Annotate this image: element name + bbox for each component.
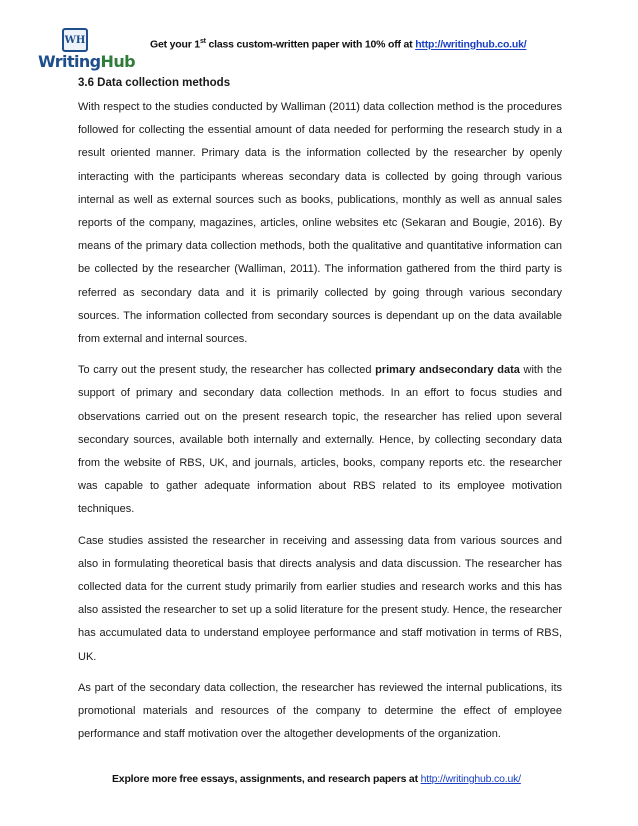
promo-superscript: st: [199, 38, 206, 45]
footer-text: Explore more free essays, assignments, and research papers at: [112, 773, 421, 785]
promo-text-pre: Get your 1: [150, 38, 200, 51]
logo-monogram: WH: [64, 34, 86, 46]
paragraph-2-post: with the support of primary and secondary data collection methods. In an effort to focus studies and observations carried out on the present research topic, the researcher has relied upon several secondary sources, available both internally and externally. Hence, by collecting secondary data from the website of RBS, UK, and journals, articles, books, company reports etc. the researcher was capable to gather adequate information about RBS related to its employee motivation techniques.: [78, 364, 562, 516]
header-link[interactable]: http://writinghub.co.uk/: [415, 38, 527, 51]
logo-badge-icon: [62, 28, 88, 52]
paragraph-2-pre: To carry out the present study, the researcher has collected: [78, 364, 376, 377]
header-promo: [150, 38, 526, 51]
section-heading: 3.6 Data collection methods: [78, 77, 231, 89]
logo-word-hub: Hub: [100, 52, 135, 71]
writinghub-logo: [38, 28, 135, 74]
paragraph-3: Case studies assisted the researcher in receiving and assessing data from various sources and also in formulating theoretical basis that directs analysis and data discussion. The researcher has collected data for the current study primarily from earlier studies and research works and this has also assisted the researcher to set up a solid literature for the present study. Hence, the researcher has accumulated data to understand employee performance and staff motivation in terms of RBS, UK.: [78, 534, 562, 663]
logo-word-main: Writing: [38, 52, 101, 71]
paragraph-4: As part of the secondary data collection, the researcher has reviewed the internal publications, its promotional materials and resources of the company to determine the effect of employee performance and staff motivation over the altogether developments of the organization.: [78, 681, 562, 741]
document-body: [78, 76, 562, 754]
paragraph-2-bold: primary andsecondary data: [375, 364, 520, 377]
paragraph-1: With respect to the studies conducted by Walliman (2011) data collection method is the procedures followed for collecting the essential amount of data needed for performing the research study in a result oriented manner. Primary data is the information collected by the researcher by openly interacting with the participants whereas secondary data is collected by going through various internal as well as external sources such as books, publications, monthly as well as annual sales reports of the company, magazines, articles, online websites etc (Sekaran and Bougie, 2016). By means of the primary data collection methods, both the qualitative and quantitative information can be collected by the researcher (Walliman, 2011). The information gathered from the third party is referred as secondary data and it is primarily collected by going through various secondary sources. The information collected from secondary sources is dependant up on the data available from external and internal sources.: [78, 101, 562, 346]
footer-link[interactable]: http://writinghub.co.uk/: [420, 773, 521, 785]
paragraph-2: [78, 359, 562, 521]
footer-promo: [112, 773, 521, 785]
promo-text-post: class custom-written paper with 10% off at: [205, 38, 416, 51]
logo-wordmark: [38, 52, 135, 71]
